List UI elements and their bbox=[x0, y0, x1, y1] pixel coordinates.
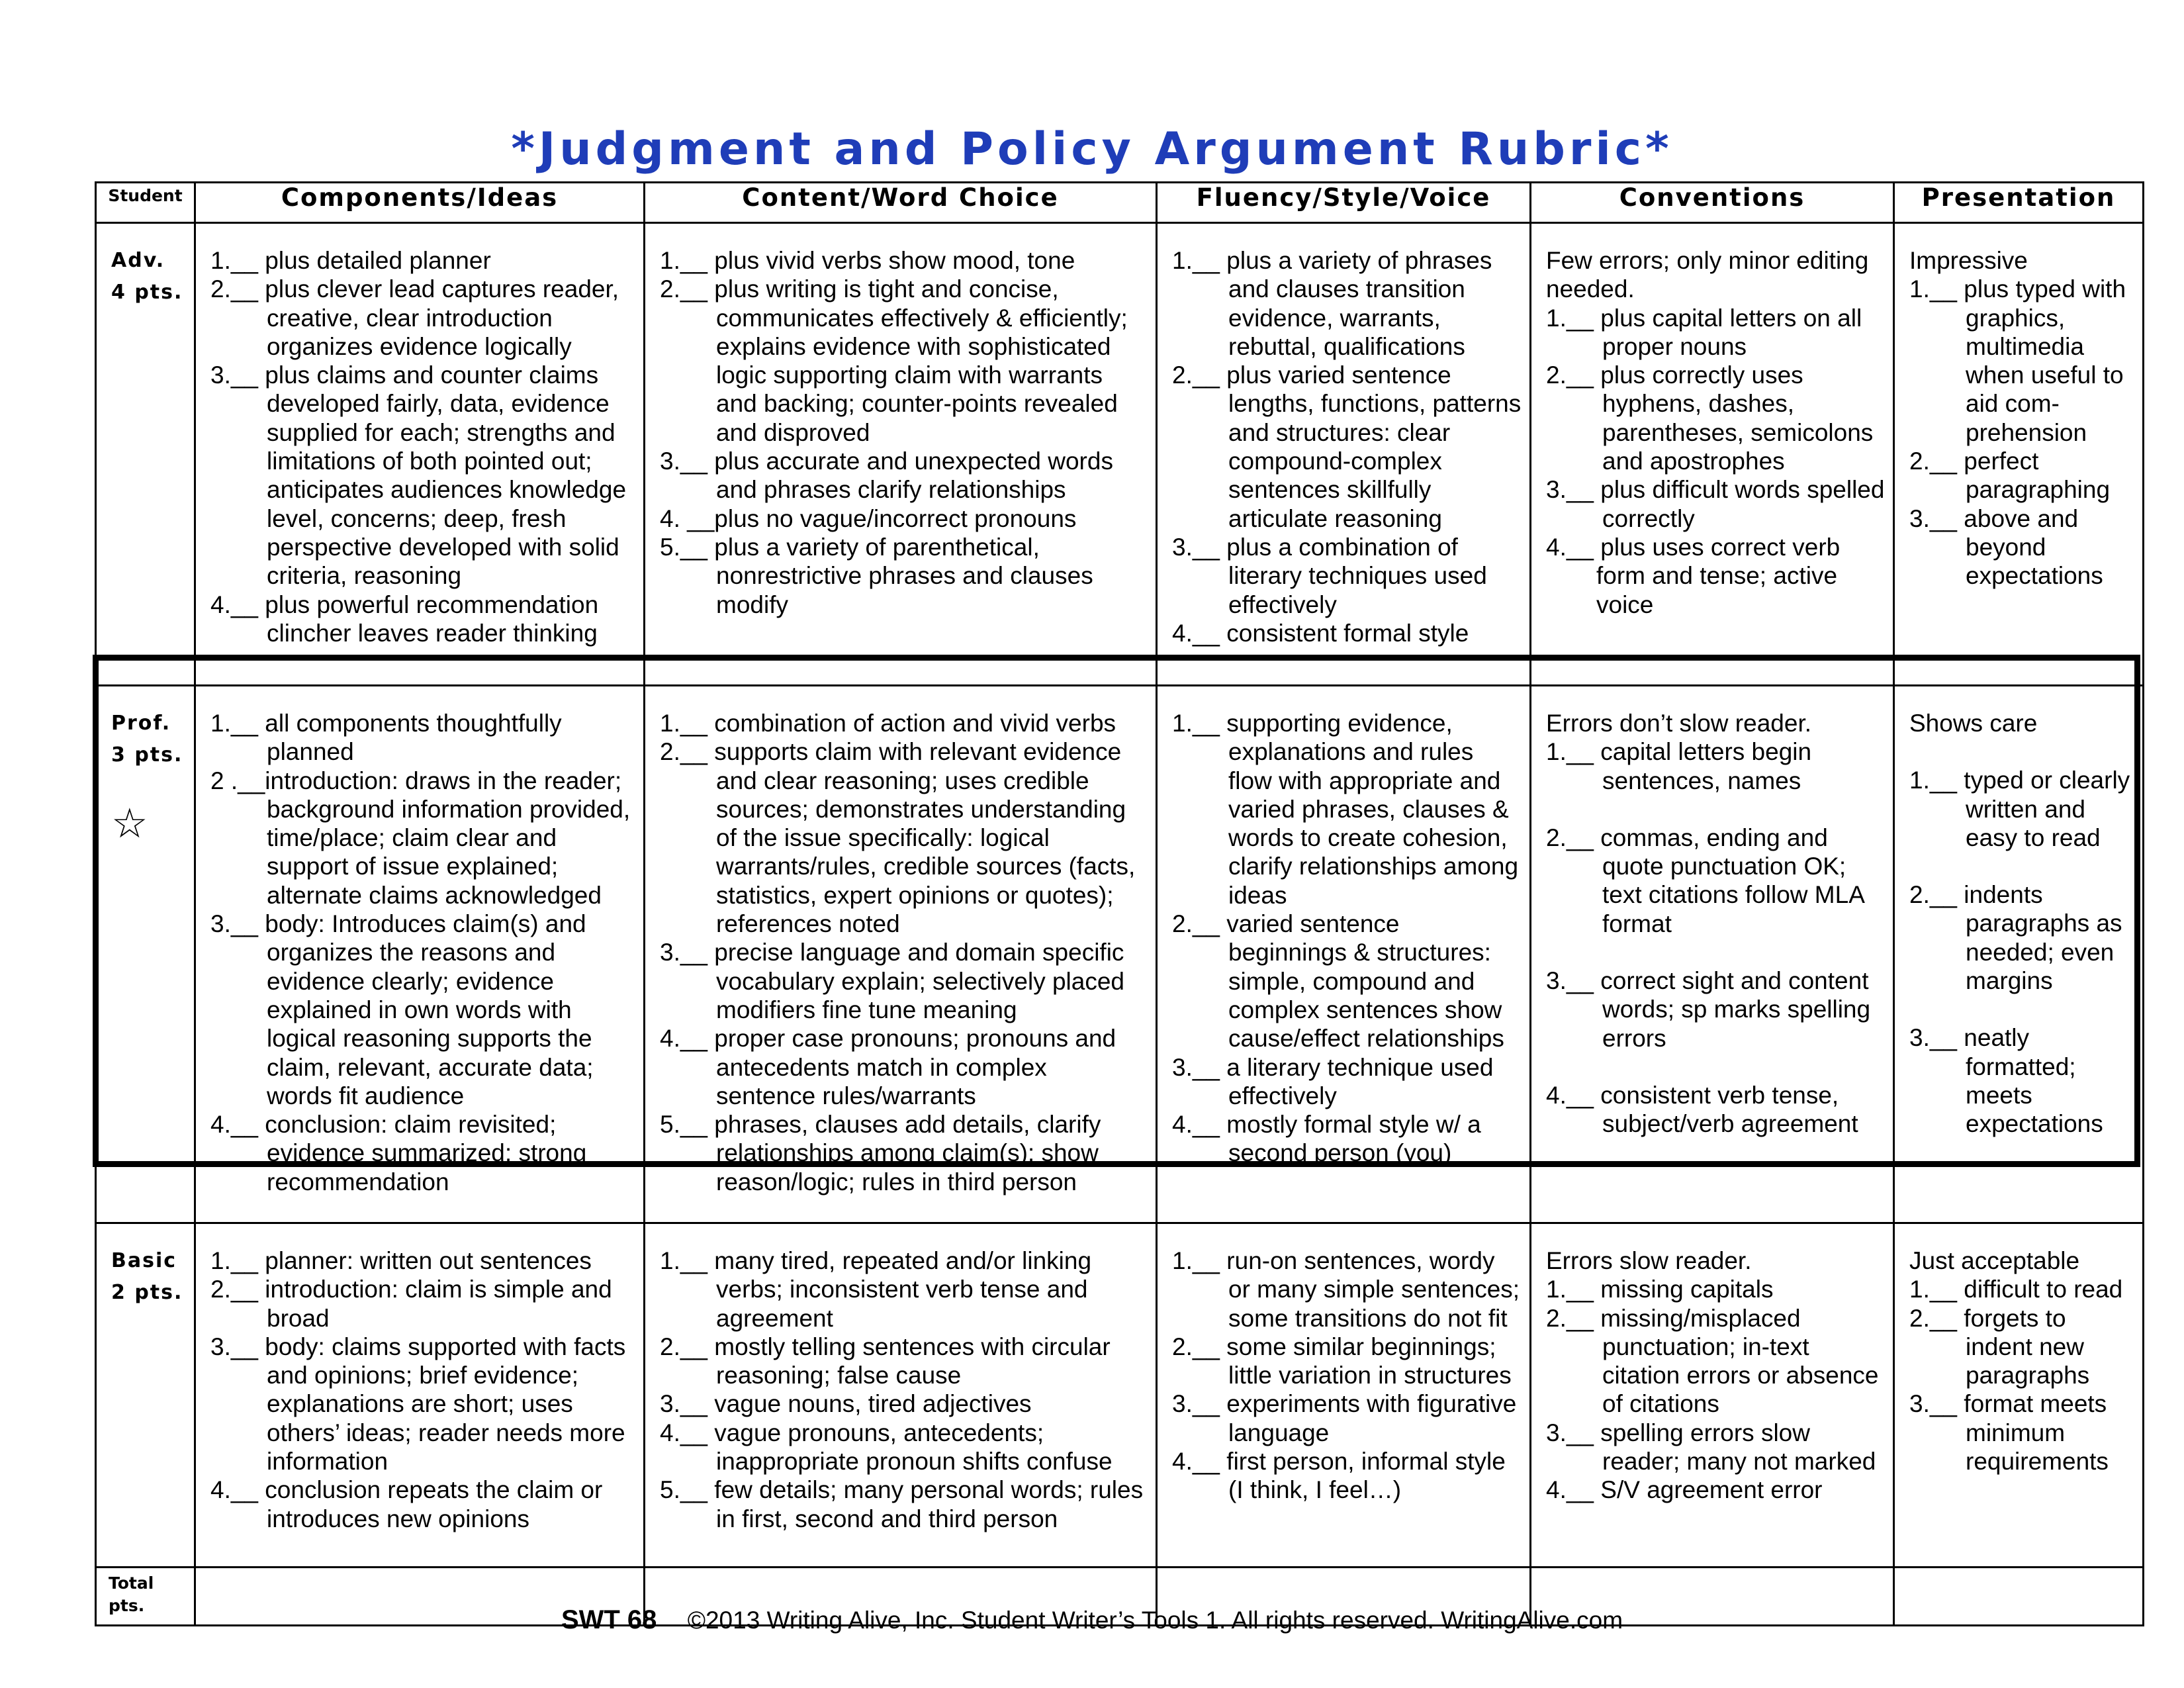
row-label-proficient bbox=[96, 686, 195, 1223]
cell-intro-text: Errors don’t slow reader. bbox=[1546, 710, 1812, 737]
criterion-item: 4.__ vague pronouns, antecedents; inappropriate pronoun shifts confuse bbox=[660, 1419, 1113, 1476]
cell-basic-components bbox=[195, 1223, 645, 1568]
column-header-conventions: Conventions bbox=[1531, 183, 1894, 223]
criterion-item: 2.__ missing/misplaced punctuation; in-text citation errors or absence of citations bbox=[1546, 1304, 1879, 1418]
spacer bbox=[1546, 795, 1886, 823]
criterion-item: 1.__ capital letters begin sentences, names bbox=[1546, 738, 1812, 794]
spacer bbox=[1546, 938, 1886, 966]
footer-copyright: ©2013 Writing Alive, Inc. Student Writer’s Tools 1. All rights reserved. WritingAlive.com bbox=[687, 1607, 1623, 1634]
criterion-item: 3.__ spelling errors slow reader; many not marked bbox=[1546, 1419, 1876, 1476]
criterion-item: 2.__ varied sentence beginnings & structures: simple, compound and complex sentences show cause/effect relationships bbox=[1172, 910, 1504, 1053]
criterion-item: 3.__ a literary technique used effectively bbox=[1172, 1053, 1494, 1109]
criterion-item: 1.__ plus detailed planner bbox=[210, 247, 491, 274]
cell-adv-presentation bbox=[1894, 223, 2144, 686]
page-title: *Judgment and Policy Argument Rubric* bbox=[511, 123, 1673, 175]
student-header: Student bbox=[96, 183, 195, 223]
row-proficient bbox=[96, 686, 2144, 1223]
criterion-item: 2.__ introduction: claim is simple and broad bbox=[210, 1276, 612, 1332]
cell-adv-components bbox=[195, 223, 645, 686]
row-label-line1: Adv. bbox=[111, 249, 165, 272]
criterion-item: 4.__ plus uses correct verb form and tense; active voice bbox=[1546, 533, 1841, 618]
criterion-item: 5.__ few details; many personal words; rules in first, second and third person bbox=[660, 1476, 1144, 1532]
criterion-item: 4.__ mostly formal style w/ a second person (you) bbox=[1172, 1111, 1481, 1167]
row-label-line2: 4 pts. bbox=[111, 281, 183, 304]
criterion-item: 4.__ consistent verb tense, subject/verb agreement bbox=[1546, 1081, 1858, 1138]
column-header-content: Content/Word Choice bbox=[645, 183, 1157, 223]
row-basic bbox=[96, 1223, 2144, 1568]
row-advanced bbox=[96, 223, 2144, 686]
criterion-item: 3.__ above and beyond expectations bbox=[1909, 504, 2103, 590]
criterion-item: 3.__ precise language and domain specific vocabulary explain; selectively placed modifiers fine tune meaning bbox=[660, 939, 1125, 1023]
cell-prof-conventions bbox=[1531, 686, 1894, 1223]
cell-intro-text: Impressive bbox=[1909, 247, 2028, 274]
row-label-line2: 3 pts. bbox=[111, 743, 183, 767]
cell-adv-content bbox=[645, 223, 1157, 686]
criterion-item: 5.__ phrases, clauses add details, clarify relationships among claim(s); show reason/logic; rules in third person bbox=[660, 1111, 1101, 1196]
criterion-item: 1.__ run-on sentences, wordy or many simple sentences; some transitions do not fit bbox=[1172, 1247, 1520, 1332]
rubric-table bbox=[95, 181, 2144, 1626]
criterion-item: 2.__ commas, ending and quote punctuation OK; text citations follow MLA format bbox=[1546, 823, 1864, 937]
cell-basic-presentation bbox=[1894, 1223, 2144, 1568]
cell-basic-conventions bbox=[1531, 1223, 1894, 1568]
star-icon: ☆ bbox=[111, 799, 150, 847]
criterion-item: 1.__ planner: written out sentences bbox=[210, 1247, 592, 1274]
criterion-item: 3.__ plus accurate and unexpected words and phrases clarify relationships bbox=[660, 447, 1113, 504]
criterion-item: 1.__ plus typed with graphics, multimedia when useful to aid com-prehension bbox=[1909, 275, 2126, 446]
spacer bbox=[1909, 995, 2136, 1023]
criterion-item: 1.__ plus capital letters on all proper nouns bbox=[1546, 304, 1862, 360]
criterion-item: 2.__ forgets to indent new paragraphs bbox=[1909, 1304, 2090, 1389]
criterion-item: 2.__ plus varied sentence lengths, functions, patterns and structures: clear compound-complex sentences skillfully articulate reasoning bbox=[1172, 361, 1522, 532]
criterion-item: 3.__ correct sight and content words; sp marks spelling errors bbox=[1546, 967, 1871, 1052]
total-label-line1: Total bbox=[109, 1573, 154, 1593]
cell-prof-fluency bbox=[1157, 686, 1531, 1223]
criterion-item: 2.__ plus clever lead captures reader, creative, clear introduction organizes evidence logically bbox=[210, 275, 619, 360]
cell-basic-content bbox=[645, 1223, 1157, 1568]
criterion-item: 1.__ missing capitals bbox=[1546, 1276, 1774, 1303]
row-label-line1: Prof. bbox=[111, 712, 171, 735]
cell-intro-text: Just acceptable bbox=[1909, 1247, 2080, 1274]
criterion-item: 4.__ S/V agreement error bbox=[1546, 1476, 1823, 1504]
criterion-item: 2.__ mostly telling sentences with circular reasoning; false cause bbox=[660, 1333, 1111, 1389]
cell-adv-conventions bbox=[1531, 223, 1894, 686]
header-row bbox=[96, 183, 2144, 223]
cell-prof-content bbox=[645, 686, 1157, 1223]
spacer bbox=[1909, 737, 2136, 766]
criterion-item: 1.__ supporting evidence, explanations and rules flow with appropriate and varied phrases, clauses & words to create cohesion, clarify relationships among ideas bbox=[1172, 710, 1519, 909]
criterion-item: 4.__ conclusion repeats the claim or introduces new opinions bbox=[210, 1476, 603, 1532]
criterion-item: 1.__ many tired, repeated and/or linking verbs; inconsistent verb tense and agreement bbox=[660, 1247, 1092, 1332]
criterion-item: 4. __plus no vague/incorrect pronouns bbox=[660, 504, 1077, 532]
criterion-item: 3.__ vague nouns, tired adjectives bbox=[660, 1390, 1032, 1418]
cell-basic-fluency bbox=[1157, 1223, 1531, 1568]
column-header-fluency: Fluency/Style/Voice bbox=[1157, 183, 1531, 223]
column-header-components: Components/Ideas bbox=[195, 183, 645, 223]
criterion-item: 2.__ supports claim with relevant evidence and clear reasoning; uses credible sources; demonstrates understanding of the issue specifically: logical warrants/rules, credible sources (facts, statistics, expert opinions or quotes); references noted bbox=[660, 738, 1136, 938]
criterion-item: 3.__ body: claims supported with facts and opinions; brief evidence; explanations are short; uses others’ ideas; reader needs more information bbox=[210, 1333, 626, 1476]
criterion-item: 1.__ all components thoughtfully planned bbox=[210, 710, 562, 766]
criterion-item: 1.__ plus a variety of phrases and clauses transition evidence, warrants, rebuttal, qualifications bbox=[1172, 247, 1492, 360]
criterion-item: 3.__ plus difficult words spelled correctly bbox=[1546, 476, 1885, 532]
spacer bbox=[1546, 1053, 1886, 1081]
criterion-item: 4.__ conclusion: claim revisited; evidence summarized; strong recommendation bbox=[210, 1111, 587, 1196]
criterion-item: 3.__ plus a combination of literary techniques used effectively bbox=[1172, 533, 1487, 618]
row-label-basic bbox=[96, 1223, 195, 1568]
criterion-item: 4.__ consistent formal style bbox=[1172, 619, 1469, 647]
criterion-item: 1.__ difficult to read bbox=[1909, 1276, 2123, 1303]
criterion-item: 4.__ plus powerful recommendation clincher leaves reader thinking bbox=[210, 590, 599, 647]
cell-prof-presentation bbox=[1894, 686, 2144, 1223]
criterion-item: 2.__ plus correctly uses hyphens, dashes, parentheses, semicolons and apostrophes bbox=[1546, 361, 1874, 475]
criterion-item: 3.__ body: Introduces claim(s) and organizes the reasons and evidence clearly; evidence explained in own words with logical reasoning supports the claim, relevant, accurate data; words fit audience bbox=[210, 910, 594, 1109]
cell-adv-fluency bbox=[1157, 223, 1531, 686]
criterion-item: 4.__ first person, informal style (I think, I feel…) bbox=[1172, 1448, 1506, 1504]
footer bbox=[0, 1605, 2184, 1635]
cell-intro-text: Shows care bbox=[1909, 710, 2038, 737]
cell-intro-text: Few errors; only minor editing needed. bbox=[1546, 247, 1869, 303]
criterion-item: 2.__ perfect paragraphing bbox=[1909, 447, 2111, 504]
cell-intro-text: Errors slow reader. bbox=[1546, 1247, 1752, 1274]
row-label-line1: Basic bbox=[111, 1249, 177, 1272]
criterion-item: 2.__ indents paragraphs as needed; even margins bbox=[1909, 881, 2122, 995]
total-label-line2: pts. bbox=[109, 1596, 145, 1615]
criterion-item: 3.__ format meets minimum requirements bbox=[1909, 1390, 2109, 1476]
criterion-item: 3.__ neatly formatted; meets expectations bbox=[1909, 1024, 2103, 1138]
criterion-item: 5.__ plus a variety of parenthetical, nonrestrictive phrases and clauses modify bbox=[660, 533, 1093, 618]
criterion-item: 3.__ experiments with figurative language bbox=[1172, 1390, 1517, 1446]
row-label-line2: 2 pts. bbox=[111, 1281, 183, 1304]
footer-code: SWT 68 bbox=[561, 1605, 657, 1634]
criterion-item: 2 .__introduction: draws in the reader; background information provided, time/place; claim clear and support of issue explained; alternate claims acknowledged bbox=[210, 767, 631, 909]
criterion-item: 1.__ combination of action and vivid verbs bbox=[660, 710, 1116, 737]
criterion-item: 3.__ plus claims and counter claims developed fairly, data, evidence supplied for each; strengths and limitations of both pointed out; anticipates audiences knowledge level, concerns; deep, fresh perspective developed with solid criteria, reasoning bbox=[210, 361, 627, 590]
spacer bbox=[1909, 852, 2136, 880]
criterion-item: 4.__ proper case pronouns; pronouns and antecedents match in complex sentence rules/warrants bbox=[660, 1025, 1116, 1109]
column-header-presentation: Presentation bbox=[1894, 183, 2144, 223]
criterion-item: 2.__ plus writing is tight and concise, communicates effectively & efficiently; explains evidence with sophisticated logic supporting claim with warrants and backing; counter-points revealed and disproved bbox=[660, 275, 1128, 446]
criterion-item: 1.__ typed or clearly written and easy to read bbox=[1909, 767, 2130, 851]
row-label-advanced bbox=[96, 223, 195, 686]
criterion-item: 2.__ some similar beginnings; little variation in structures bbox=[1172, 1333, 1512, 1389]
criterion-item: 1.__ plus vivid verbs show mood, tone bbox=[660, 247, 1075, 274]
cell-prof-components bbox=[195, 686, 645, 1223]
